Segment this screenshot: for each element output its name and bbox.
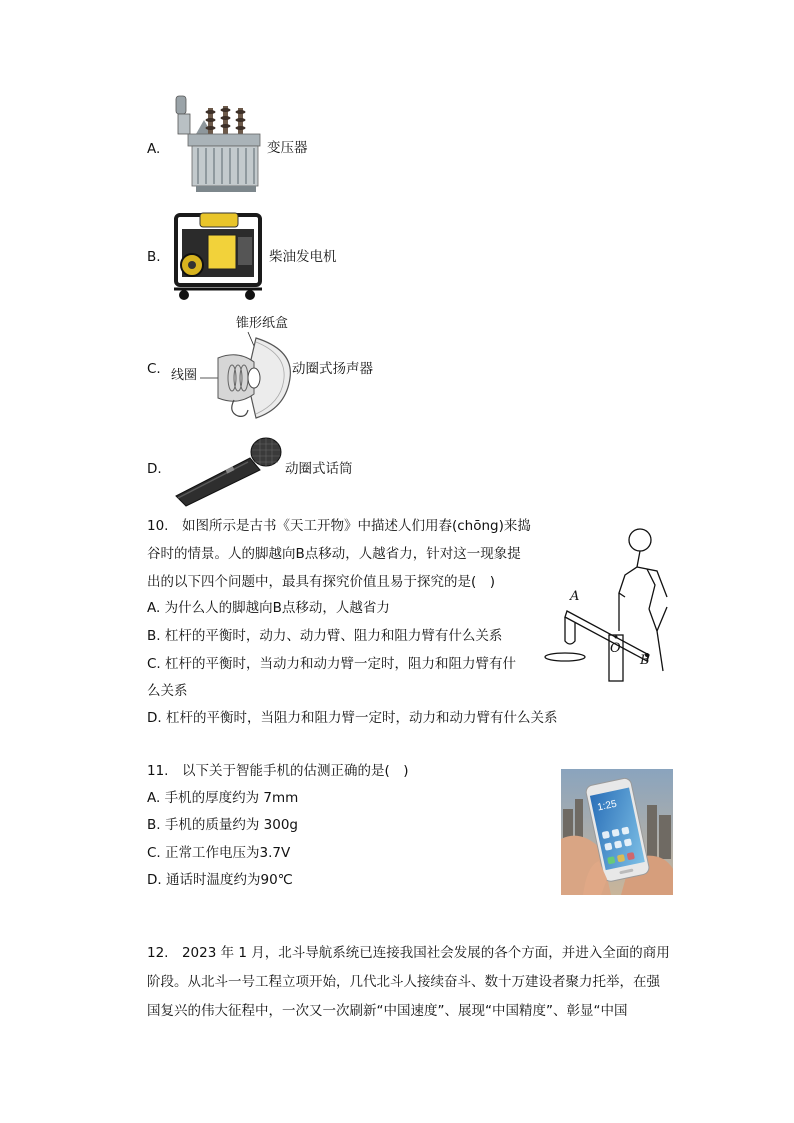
option-label: 动圈式话筒 [285, 461, 353, 477]
q10-option-c-line-2[interactable]: 么关系 [147, 683, 188, 699]
smartphone-photo [561, 769, 673, 895]
option-b[interactable] [0, 205, 400, 305]
q10-option-c-line-1[interactable]: C. 杠杆的平衡时，当动力和动力臂一定时，阻力和阻力臂有什 [147, 656, 517, 672]
question-10 [0, 515, 794, 730]
option-c[interactable] [0, 312, 400, 422]
option-a[interactable] [0, 90, 400, 200]
transformer-image [168, 90, 268, 194]
question-12 [0, 944, 794, 1034]
option-d[interactable] [0, 430, 400, 510]
q12-line-2: 阶段。从北斗一号工程立项开始，几代北斗人接续奋斗、数十万建设者聚力托举，在强 [147, 974, 660, 990]
option-letter: A. [147, 141, 161, 157]
phone-time: 1:25 [596, 798, 618, 814]
question-11 [0, 760, 794, 900]
lever-pestle-figure [545, 523, 675, 683]
option-letter: D. [147, 461, 162, 477]
microphone-image [168, 432, 286, 506]
speaker-image [198, 332, 298, 424]
option-letter: B. [147, 249, 161, 265]
option-label: 柴油发电机 [269, 249, 337, 265]
q11-option-c[interactable]: C. 正常工作电压为3.7V [147, 845, 291, 861]
callout-cone: 锥形纸盒 [236, 316, 289, 331]
option-label: 动圈式扬声器 [292, 361, 373, 377]
q10-stem-line-3: 出的以下四个问题中，最具有探究价值且易于探究的是( ) [147, 574, 496, 590]
q10-option-d[interactable]: D. 杠杆的平衡时，当阻力和阻力臂一定时，动力和动力臂有什么关系 [147, 710, 558, 726]
q10-stem-line-1: 10. 如图所示是古书《天工开物》中描述人们用舂(chōng)来捣 [147, 518, 531, 534]
q12-line-3: 国复兴的伟大征程中，一次又一次刷新“中国速度”、展现“中国精度”、彰显“中国 [147, 1003, 628, 1019]
callout-coil: 线圈 [171, 368, 198, 383]
option-label: 变压器 [267, 140, 308, 156]
diesel-generator-image [170, 207, 266, 303]
q11-option-a[interactable]: A. 手机的厚度约为 7mm [147, 790, 299, 806]
q11-stem: 11. 以下关于智能手机的估测正确的是( ) [147, 763, 409, 779]
q12-line-1: 12. 2023 年 1 月，北斗导航系统已连接我国社会发展的各个方面，并进入全面的商用 [147, 945, 670, 961]
option-letter: C. [147, 361, 161, 377]
q11-option-d[interactable]: D. 通话时温度约为90℃ [147, 872, 293, 888]
q10-option-a[interactable]: A. 为什么人的脚越向B点移动，人越省力 [147, 600, 390, 616]
figure-label-b: B [640, 653, 650, 668]
q10-option-b[interactable]: B. 杠杆的平衡时，动力、动力臂、阻力和阻力臂有什么关系 [147, 628, 503, 644]
figure-label-a: A [570, 589, 580, 604]
q11-option-b[interactable]: B. 手机的质量约为 300g [147, 817, 298, 833]
q10-stem-line-2: 谷时的情景。人的脚越向B点移动，人越省力，针对这一现象提 [147, 546, 521, 562]
figure-label-o: O [610, 641, 621, 656]
